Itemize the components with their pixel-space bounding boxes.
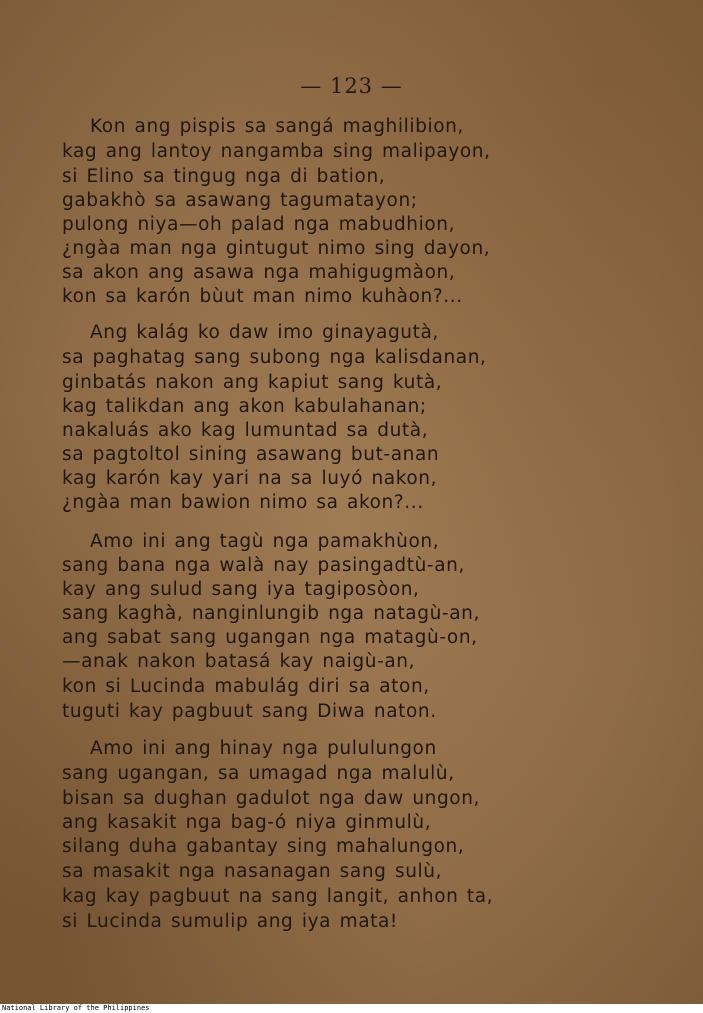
verse-line: sang kaghà, nanginlungib nga natagù-an, bbox=[62, 603, 480, 624]
verse-line: ¿ngàa man nga gintugut nimo sing dayon, bbox=[62, 238, 491, 259]
verse-line: Amo ini ang tagù nga pamakhùon, bbox=[90, 531, 440, 552]
verse-line: kag kay pagbuut na sang langit, anhon ta, bbox=[62, 886, 494, 907]
verse-line: ang sabat sang ugangan nga matagù-on, bbox=[62, 627, 478, 648]
verse-line: Amo ini ang hinay nga pululungon bbox=[90, 738, 437, 759]
verse-line: Ang kalág ko daw imo ginayagutà, bbox=[90, 322, 439, 343]
verse-line: tuguti kay pagbuut sang Diwa naton. bbox=[62, 701, 437, 722]
verse-line: pulong niya—oh palad nga mabudhion, bbox=[62, 214, 456, 235]
library-credit: National Library of the Philippines bbox=[2, 1004, 150, 1012]
page-number: — 123 — bbox=[300, 74, 403, 98]
verse-line: Kon ang pispis sa sangá maghilibion, bbox=[90, 116, 464, 137]
verse-line: sa paghatag sang subong nga kalisdanan, bbox=[62, 347, 487, 368]
verse-line: kay ang sulud sang iya tagiposòon, bbox=[62, 579, 420, 600]
verse-line: ginbatás nakon ang kapiut sang kutà, bbox=[62, 372, 443, 393]
verse-line: kon sa karón bùut man nimo kuhàon?... bbox=[62, 286, 463, 307]
verse-line: sang bana nga walà nay pasingadtù-an, bbox=[62, 555, 465, 576]
verse-line: si Elino sa tingug nga di bation, bbox=[62, 166, 386, 187]
verse-line: sang ugangan, sa umagad nga malulù, bbox=[62, 763, 455, 784]
verse-line: ¿ngàa man bawion nimo sa akon?... bbox=[62, 492, 424, 513]
verse-line: kon si Lucinda mabulág diri sa aton, bbox=[62, 676, 430, 697]
verse-line: sa masakit nga nasanagan sang sulù, bbox=[62, 861, 443, 882]
verse-line: sa akon ang asawa nga mahigugmàon, bbox=[62, 262, 456, 283]
verse-line: gabakhò sa asawang tagumatayon; bbox=[62, 190, 418, 211]
verse-line: kag talikdan ang akon kabulahanan; bbox=[62, 396, 427, 417]
verse-line: si Lucinda sumulip ang iya mata! bbox=[62, 911, 398, 932]
verse-line: sa pagtoltol sining asawang but-anan bbox=[62, 444, 440, 465]
verse-line: —anak nakon batasá kay naigù-an, bbox=[62, 651, 416, 672]
verse-line: kag karón kay yari na sa luyó nakon, bbox=[62, 468, 438, 489]
verse-line: silang duha gabantay sing mahalungon, bbox=[62, 836, 465, 857]
verse-line: ang kasakit nga bag-ó niya ginmulù, bbox=[62, 812, 432, 833]
verse-line: kag ang lantoy nangamba sing malipayon, bbox=[62, 141, 491, 162]
verse-line: nakaluás ako kag lumuntad sa dutà, bbox=[62, 420, 429, 441]
verse-line: bisan sa dughan gadulot nga daw ungon, bbox=[62, 788, 481, 809]
